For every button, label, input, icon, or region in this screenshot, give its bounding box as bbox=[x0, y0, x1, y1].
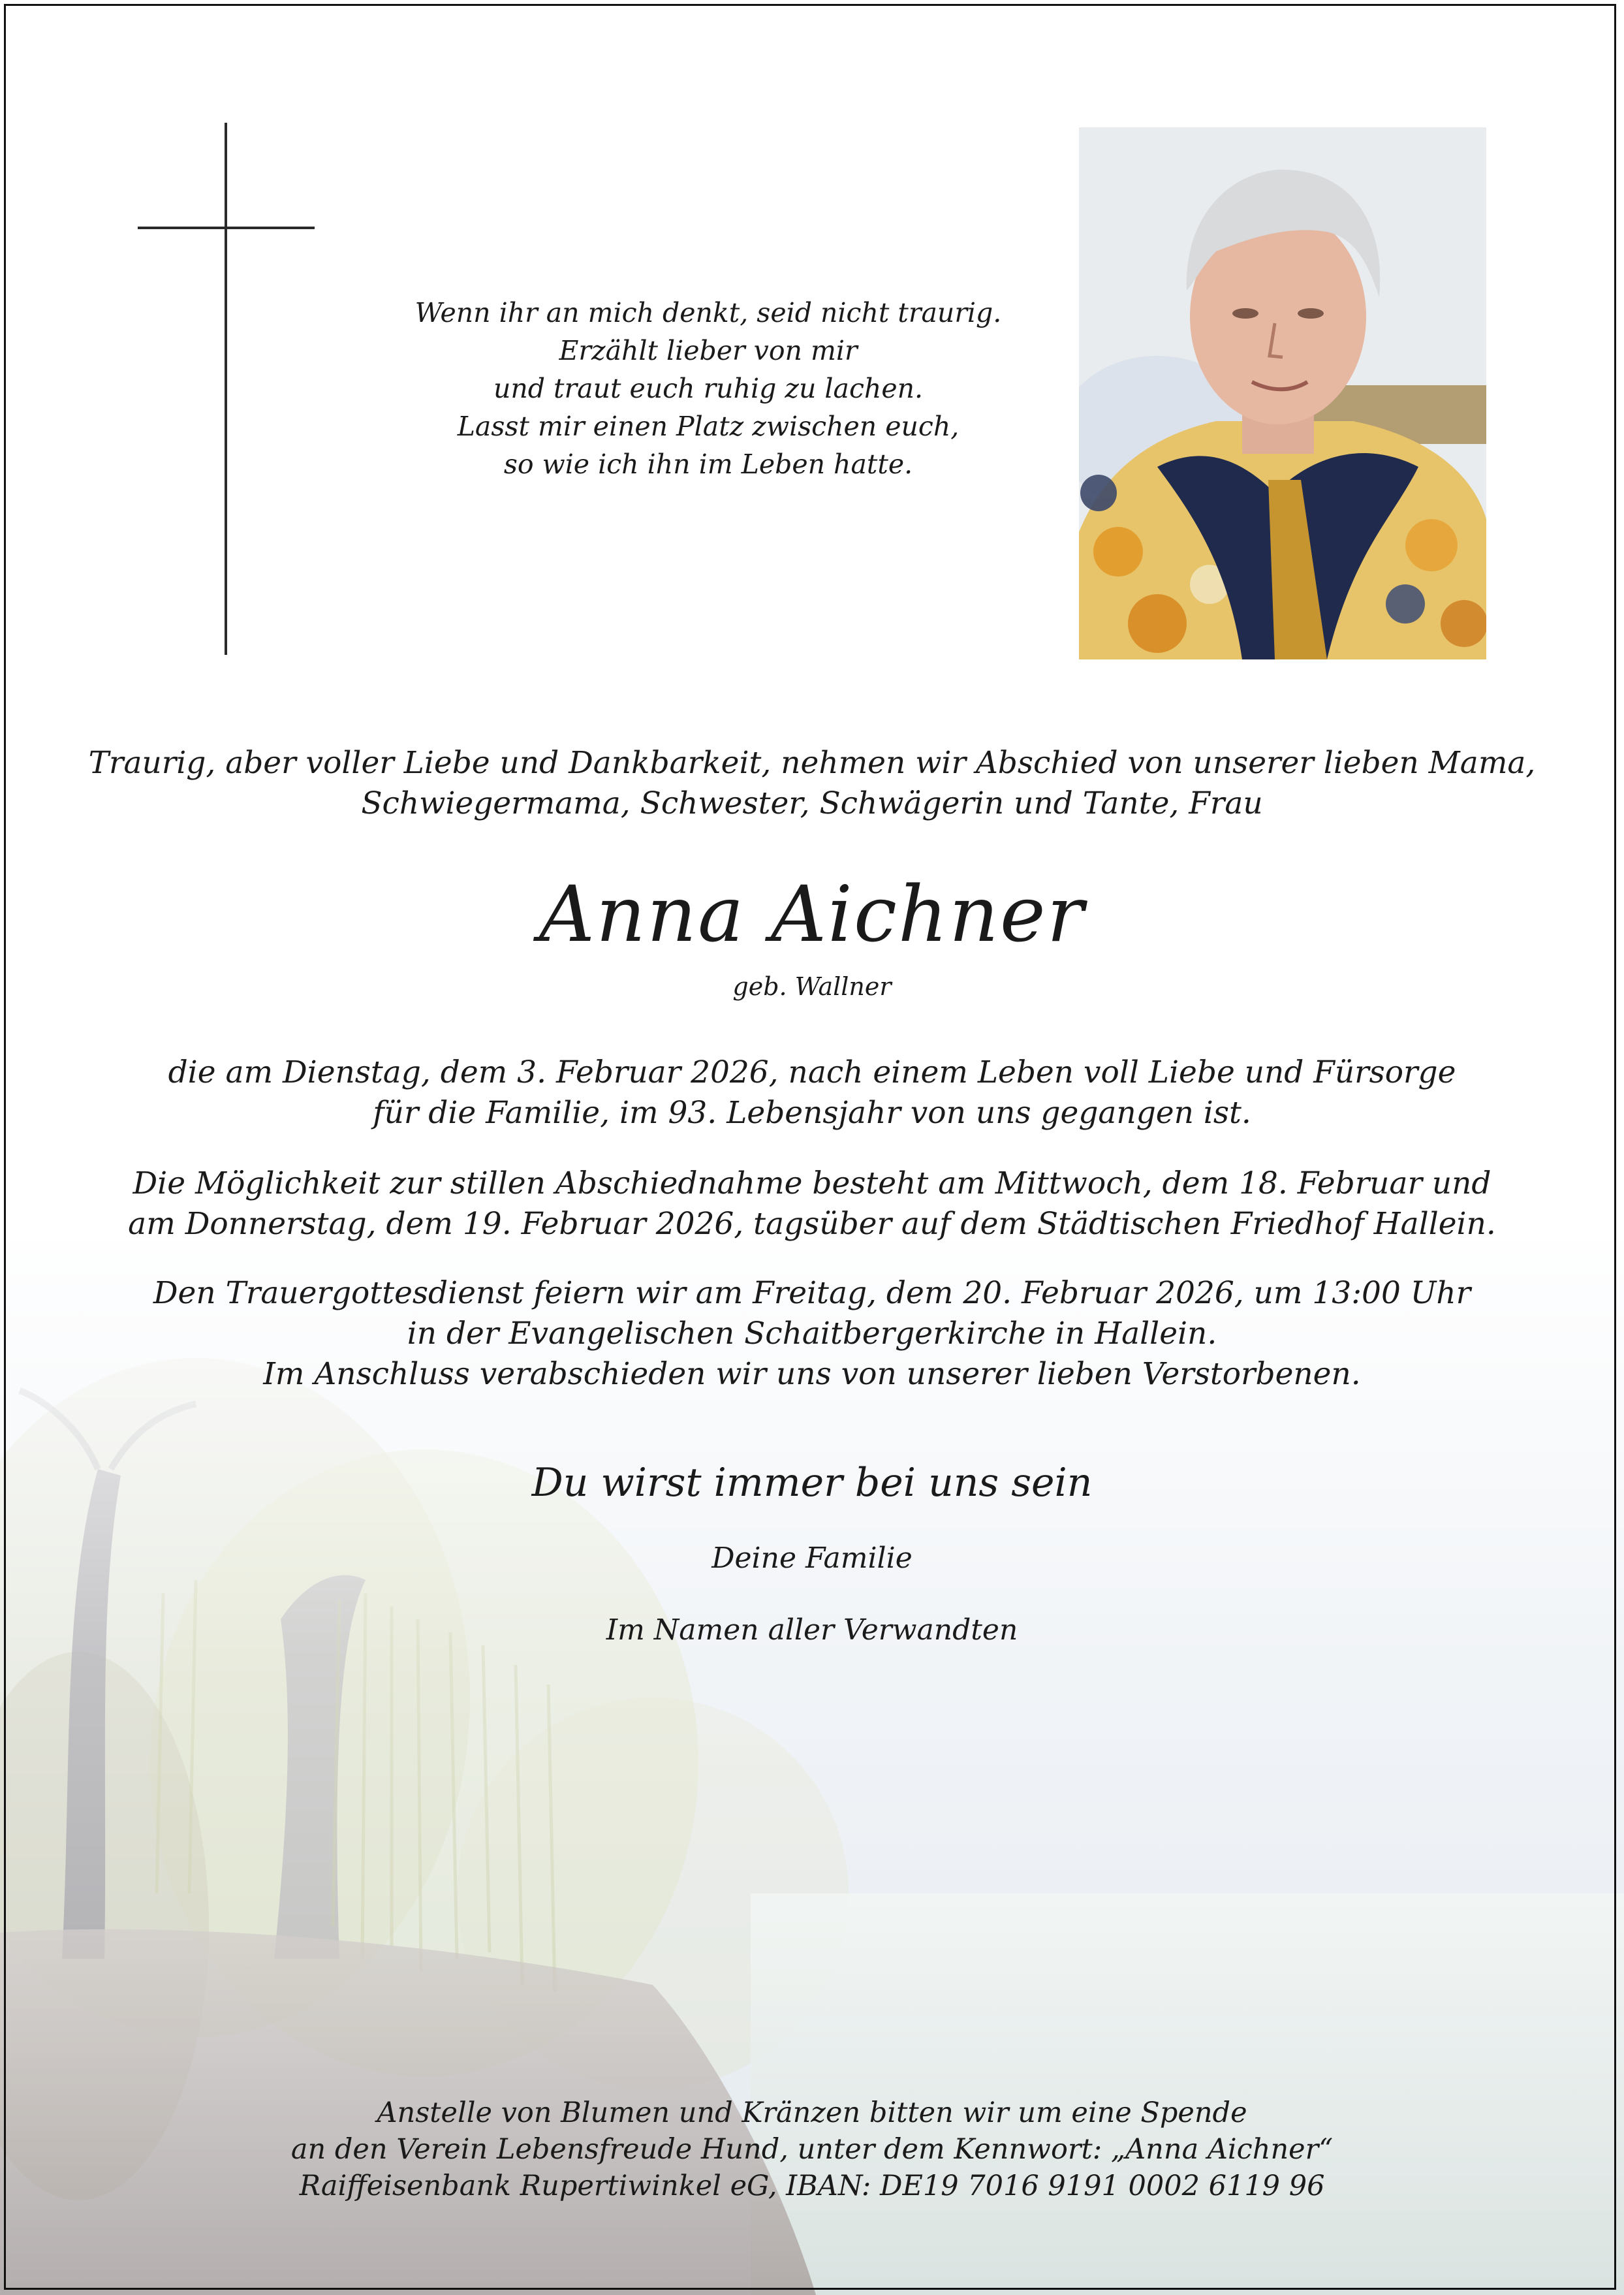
paragraph-line: Die Möglichkeit zur stillen Abschiednahme besteht am Mittwoch, dem 18. Februar und bbox=[133, 1165, 1491, 1201]
cross-symbol-vertical bbox=[225, 123, 227, 655]
poem-line: Erzählt lieber von mir bbox=[559, 335, 858, 366]
intro-line: Traurig, aber voller Liebe und Dankbarkeit, nehmen wir Abschied von unserer lieben Mama, bbox=[88, 745, 1536, 781]
portrait-photo bbox=[1079, 127, 1486, 659]
paragraph-line: Den Trauergottesdienst feiern wir am Freitag, dem 20. Februar 2026, um 13:00 Uhr bbox=[153, 1275, 1471, 1311]
paragraph-line: Im Anschluss verabschieden wir uns von unserer lieben Verstorbenen. bbox=[263, 1356, 1361, 1392]
donation-bank-details: Raiffeisenbank Rupertiwinkel eG, IBAN: DE19 7016 9191 0002 6119 96 bbox=[299, 2170, 1325, 2202]
paragraph-line: am Donnerstag, dem 19. Februar 2026, tagsüber auf dem Städtischen Friedhof Hallein. bbox=[128, 1206, 1496, 1242]
motto: Du wirst immer bei uns sein bbox=[531, 1460, 1093, 1506]
donation-request bbox=[0, 2095, 1624, 2204]
paragraph-line: für die Familie, im 93. Lebensjahr von uns gegangen ist. bbox=[373, 1095, 1251, 1131]
poem-line: und traut euch ruhig zu lachen. bbox=[493, 373, 924, 404]
paragraph-line: in der Evangelischen Schaitbergerkirche in Hallein. bbox=[407, 1316, 1217, 1352]
deceased-name: Anna Aichner bbox=[539, 869, 1085, 959]
family-signature: Deine Familie bbox=[711, 1542, 913, 1575]
relatives-signature: Im Namen aller Verwandten bbox=[606, 1613, 1018, 1647]
donation-line: an den Verein Lebensfreude Hund, unter dem Kennwort: „Anna Aichner“ bbox=[290, 2133, 1334, 2166]
death-notice-paragraph bbox=[0, 1053, 1624, 1133]
poem-line: so wie ich ihn im Leben hatte. bbox=[503, 449, 913, 480]
cross-symbol-horizontal bbox=[138, 227, 315, 229]
intro-line: Schwiegermama, Schwester, Schwägerin und Tante, Frau bbox=[361, 785, 1263, 821]
poem-line: Lasst mir einen Platz zwischen euch, bbox=[457, 411, 960, 442]
paragraph-line: die am Dienstag, dem 3. Februar 2026, nach einem Leben voll Liebe und Fürsorge bbox=[168, 1054, 1456, 1090]
funeral-service-paragraph bbox=[0, 1273, 1624, 1395]
farewell-viewing-paragraph bbox=[0, 1163, 1624, 1244]
maiden-name: geb. Wallner bbox=[732, 972, 892, 1001]
intro-text bbox=[0, 743, 1624, 824]
poem-line: Wenn ihr an mich denkt, seid nicht traurig. bbox=[414, 297, 1002, 328]
donation-line: Anstelle von Blumen und Kränzen bitten wir um eine Spende bbox=[377, 2097, 1247, 2129]
poem bbox=[339, 294, 1077, 483]
